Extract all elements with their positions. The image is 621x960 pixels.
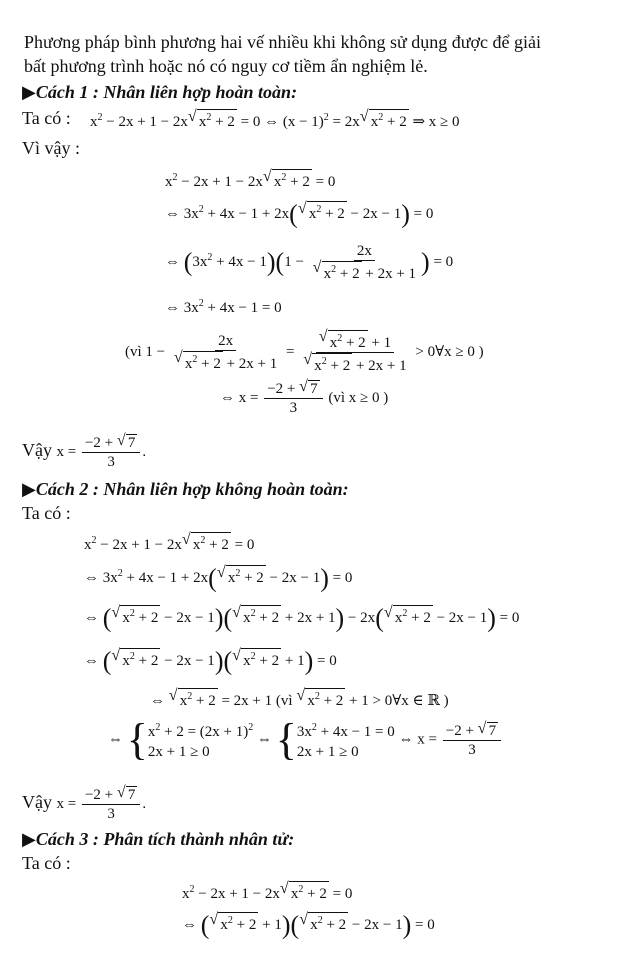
method2-heading: ▶Cách 2 : Nhân liên hợp không hoàn toàn:: [22, 479, 349, 499]
method2-eq-1: $x^2 - 2x + 1 - 2x√$ $x^2 + 2 = 0$: [84, 531, 254, 555]
method3-eq-1: $x^2 - 2x + 1 - 2x√$ $x^2 + 2 = 0$: [182, 880, 352, 904]
method2-eq-2: ⇔ $3x^2 + 4x - 1 + 2x(√$ $x^2 + 2 - 2x - 1) = 0$: [84, 564, 352, 589]
method1-eq-4: ⇔ $3x^2 + 4x - 1 = 0$: [165, 298, 282, 316]
method2-eq-6: ⇔ { $x^2 + 2 = (2x + 1)^2$ 2x + 1 ≥ 0 ⇔ { $3x^2 + 4x - 1 = 0$ 2x + 1 ≥ 0 ⇔ x = $\frac{-2 + √ 7}{3}$: [108, 718, 503, 762]
method2-vay: Vậy x = $\frac{-2 + √ 7}{3}$ .: [22, 786, 146, 823]
method3-heading: ▶Cách 3 : Phân tích thành nhân tử:: [22, 829, 295, 849]
method1-vi-vay: Vì vậy :: [22, 138, 80, 158]
method1-vay: Vậy x = $\frac{-2 + √ 7}{3}$ .: [22, 434, 146, 471]
method1-eq-3: ⇔ $(3x^2 + 4x - 1)(1$ − 2x √ $x^2 + 2 + 2x + 1$ ) = 0: [165, 242, 453, 283]
method3-eq-2: ⇔ (√ $x^2 + 2 + 1)(√$ $x^2 + 2 - 2x - 1) = 0$: [182, 912, 435, 936]
method1-eq-6: ⇔ x = $\frac{-2 + √ 7}{3}$ (vì x ≥ 0 ): [220, 380, 388, 417]
method2-eq-5: ⇔ √ $x^2 + 2 = 2x + 1$ (vì √ $x^2 + 2 + 1$ > 0∀x ∈ ℝ ): [150, 688, 449, 711]
method3-ta-co: Ta có :: [22, 853, 71, 873]
intro-line-2: bất phương trình hoặc nó có nguy cơ tiềm ẩn nghiệm lẻ.: [24, 56, 428, 76]
intro-line-1: Phương pháp bình phương hai vế nhiều khi không sử dụng được để giải: [24, 32, 542, 52]
method1-eq-5: (vì 1 − 2x √ $x^2 + 2 + 2x + 1$ = √ $x^2 + 2 + 1$ √ $x^2 + 2 + 2x + 1$ > 0∀x ≥ 0 ): [125, 330, 484, 375]
method1-heading: ▶Cách 1 : Nhân liên hợp hoàn toàn:: [22, 82, 298, 102]
method2-eq-4: ⇔ (√ $x^2 + 2 - 2x - 1)(√$ $x^2 + 2 + 1) = 0$: [84, 648, 337, 672]
method2-ta-co: Ta có :: [22, 503, 71, 523]
method2-eq-3: ⇔ (√ $x^2 + 2 - 2x - 1)(√$ $x^2 + 2 + 2x + 1) - 2x(√$ $x^2 + 2 - 2x - 1) = 0$: [84, 605, 519, 629]
method1-ta-co: Ta có :: [22, 108, 71, 128]
method1-vay-label: Vậy: [22, 439, 52, 460]
method1-eq-2: ⇔ $3x^2 + 4x - 1 + 2x(√$ $x^2 + 2 - 2x - 1) = 0$: [165, 200, 433, 225]
method2-vay-label: Vậy: [22, 791, 52, 812]
method1-eq-1: $x^2 - 2x + 1 - 2x√$ $x^2 + 2 = 0$: [165, 168, 335, 192]
method1-eq-first: $x^2 - 2x + 1 - 2x√$ $x^2 + 2 = 0$ ⇔ $(x - 1)^2 = 2x√$ $x^2 + 2$ ⇒ x ≥ 0: [90, 108, 460, 132]
